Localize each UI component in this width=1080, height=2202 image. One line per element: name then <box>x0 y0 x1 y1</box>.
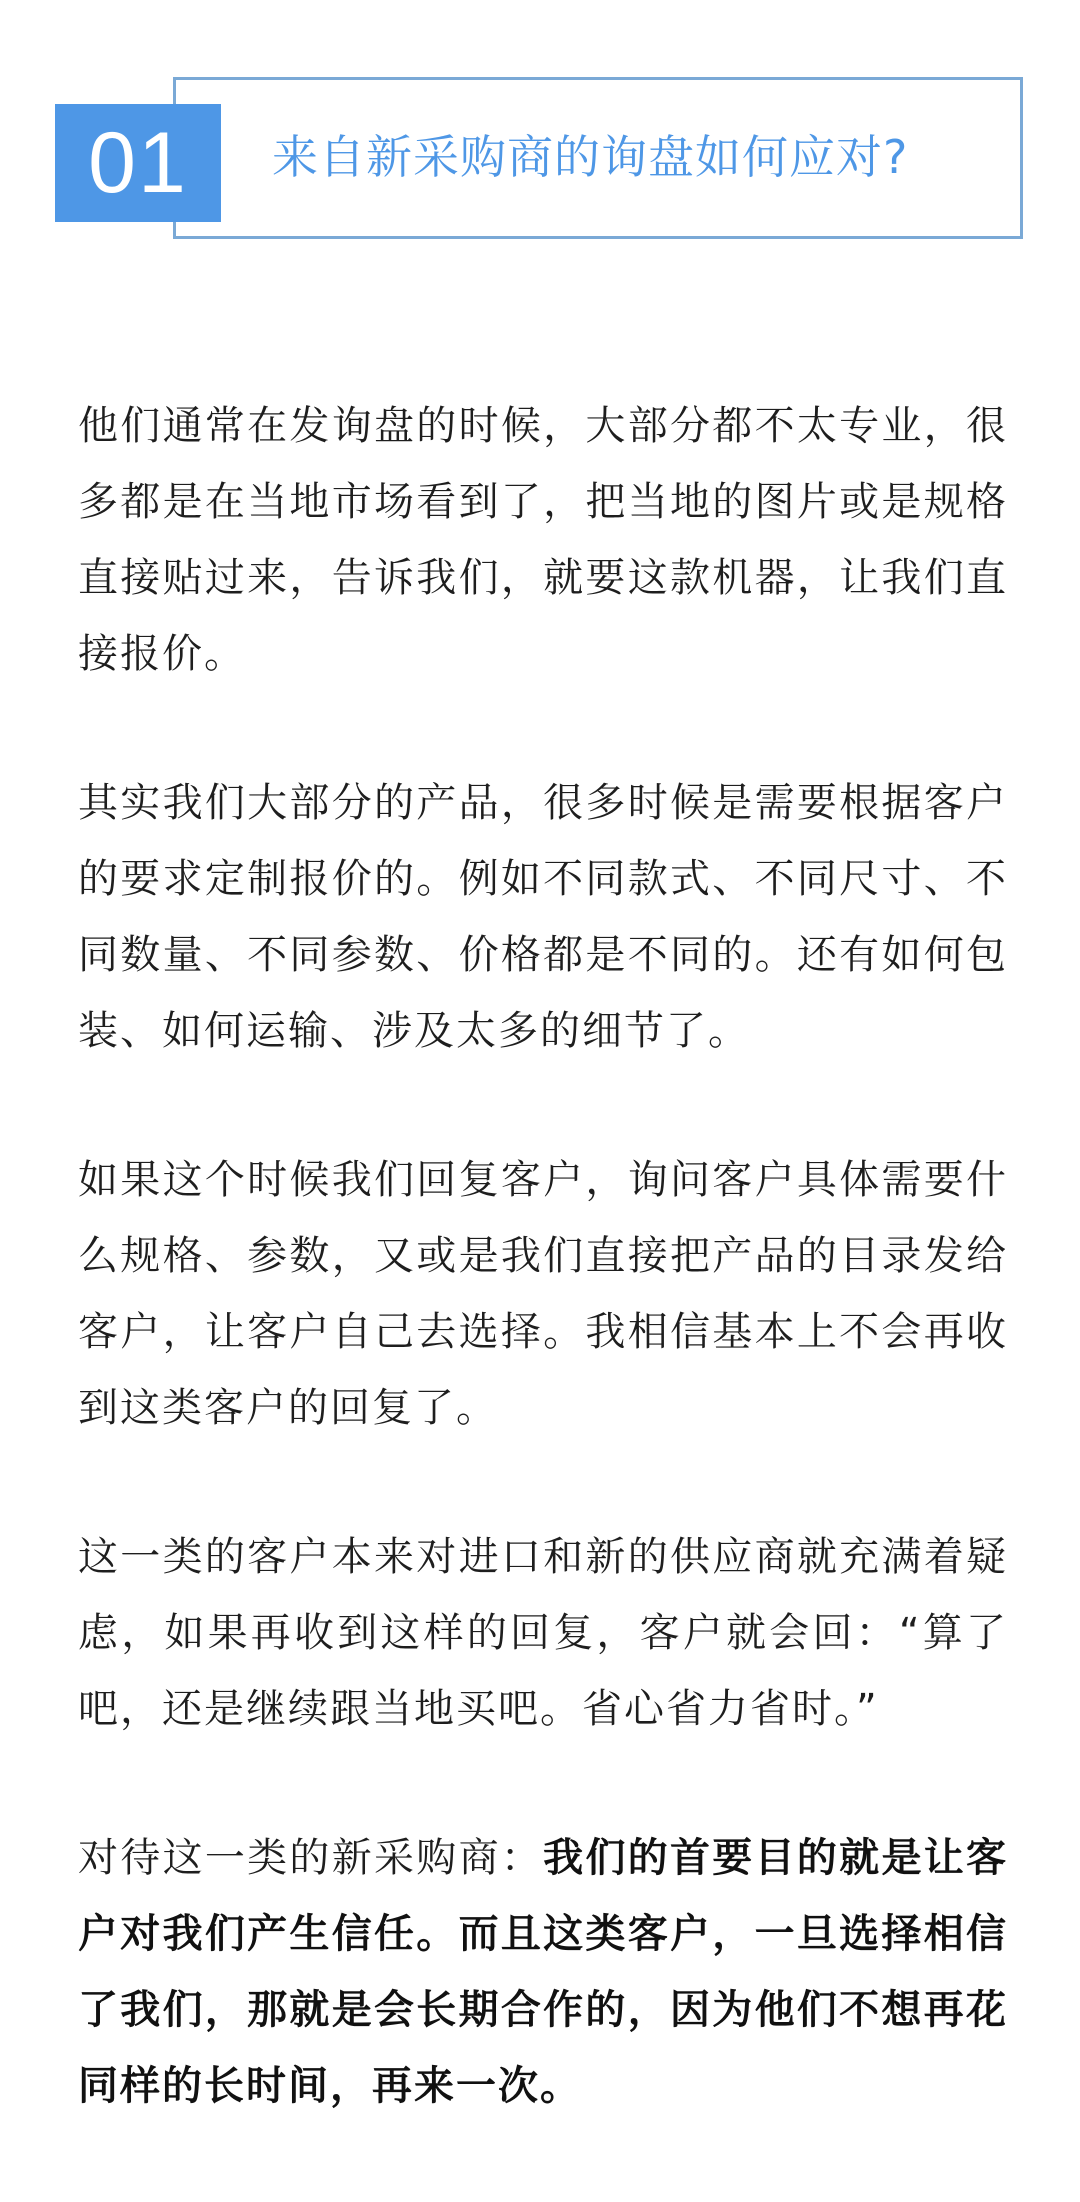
paragraph-5 <box>78 1820 1008 2124</box>
paragraph-1: 他们通常在发询盘的时候，大部分都不太专业，很多都是在当地市场看到了，把当地的图片或是规格直接贴过来，告诉我们，就要这款机器，让我们直接报价。 <box>78 403 1008 677</box>
article-body <box>78 388 1008 2124</box>
section-header <box>0 0 1080 260</box>
section-number-badge: 01 <box>55 104 221 222</box>
paragraph-2: 其实我们大部分的产品，很多时候是需要根据客户的要求定制报价的。例如不同款式、不同尺寸、不同数量、不同参数、价格都是不同的。还有如何包装、如何运输、涉及太多的细节了。 <box>78 780 1008 1054</box>
section-title: 来自新采购商的询盘如何应对? <box>272 130 909 184</box>
paragraph-4: 这一类的客户本来对进口和新的供应商就充满着疑虑，如果再收到这样的回复，客户就会回：“算了吧，还是继续跟当地买吧。省心省力省时。” <box>78 1534 1008 1732</box>
paragraph-3: 如果这个时候我们回复客户，询问客户具体需要什么规格、参数，又或是我们直接把产品的目录发给客户，让客户自己去选择。我相信基本上不会再收到这类客户的回复了。 <box>78 1157 1008 1431</box>
paragraph-5-emphasis: 我们的首要目的就是让客户对我们产生信任。而且这类客户，一旦选择相信了我们，那就是会长期合作的，因为他们不想再花同样的长时间，再来一次。 <box>78 1835 1009 2109</box>
paragraph-5-lead: 对待这一类的新采购商： <box>78 1835 544 1881</box>
